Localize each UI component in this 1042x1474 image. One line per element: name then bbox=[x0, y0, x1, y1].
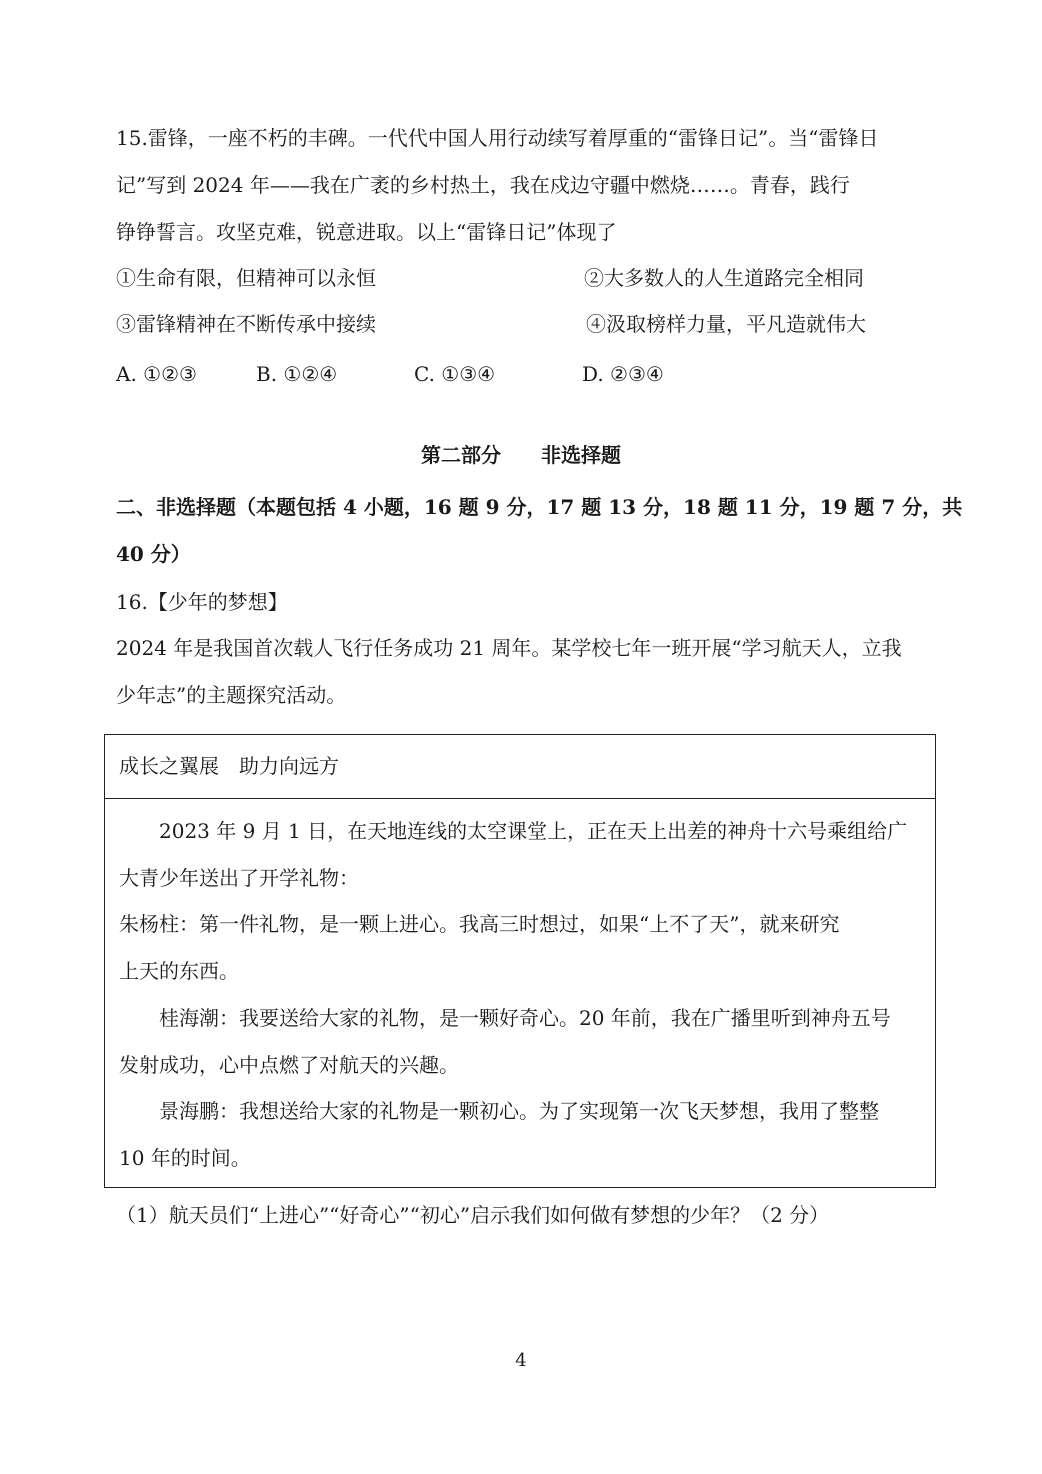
q15-choice-d: D. ②③④ bbox=[582, 362, 664, 386]
section-heading-line-2: 40 分） bbox=[116, 542, 191, 566]
q15-choice-a: A. ①②③ bbox=[116, 362, 197, 386]
part-two-title: 第二部分 非选择题 bbox=[421, 443, 621, 467]
material-box bbox=[104, 734, 936, 1188]
q15-item-4: ④汲取榜样力量，平凡造就伟大 bbox=[586, 312, 866, 336]
q15-item-1: ①生命有限，但精神可以永恒 bbox=[116, 266, 376, 290]
q15-choice-b: B. ①②④ bbox=[256, 362, 338, 386]
material-line-4: 上天的东西。 bbox=[119, 959, 239, 983]
q16-heading: 16.【少年的梦想】 bbox=[116, 590, 288, 614]
q15-item-2: ②大多数人的人生道路完全相同 bbox=[584, 266, 864, 290]
material-line-1: 2023 年 9 月 1 日，在天地连线的太空课堂上，正在天上出差的神舟十六号乘组给广 bbox=[159, 819, 908, 843]
material-line-7: 景海鹏：我想送给大家的礼物是一颗初心。为了实现第一次飞天梦想，我用了整整 bbox=[159, 1099, 879, 1123]
q16-subquestion-1: （1）航天员们“上进心”“好奇心”“初心”启示我们如何做有梦想的少年？（2 分） bbox=[116, 1203, 830, 1227]
q15-item-3: ③雷锋精神在不断传承中接续 bbox=[116, 312, 376, 336]
q16-intro-line-2: 少年志”的主题探究活动。 bbox=[116, 683, 347, 707]
material-line-6: 发射成功，心中点燃了对航天的兴趣。 bbox=[119, 1053, 459, 1077]
material-line-5: 桂海潮：我要送给大家的礼物，是一颗好奇心。20 年前，我在广播里听到神舟五号 bbox=[159, 1006, 891, 1030]
material-box-header bbox=[105, 735, 935, 799]
material-line-2: 大青少年送出了开学礼物： bbox=[119, 866, 359, 890]
q15-stem-line-3: 铮铮誓言。攻坚克难，锐意进取。以上“雷锋日记”体现了 bbox=[116, 220, 617, 244]
q15-choice-c: C. ①③④ bbox=[414, 362, 496, 386]
material-line-8: 10 年的时间。 bbox=[119, 1146, 251, 1170]
section-heading-line-1: 二、非选择题（本题包括 4 小题，16 题 9 分，17 题 13 分，18 题 11 分，19 题 7 分，共 bbox=[116, 495, 963, 519]
q15-stem-line-1: 15.雷锋，一座不朽的丰碑。一代代中国人用行动续写着厚重的“雷锋日记”。当“雷锋日 bbox=[116, 126, 879, 150]
material-line-3: 朱杨柱：第一件礼物，是一颗上进心。我高三时想过，如果“上不了天”，就来研究 bbox=[119, 912, 840, 936]
material-box-title: 成长之翼展 助力向远方 bbox=[119, 754, 339, 778]
q16-intro-line-1: 2024 年是我国首次载人飞行任务成功 21 周年。某学校七年一班开展“学习航天人，立我 bbox=[116, 636, 902, 660]
page-number: 4 bbox=[515, 1350, 527, 1371]
q15-stem-line-2: 记”写到 2024 年——我在广袤的乡村热土，我在戍边守疆中燃烧……。青春，践行 bbox=[116, 173, 850, 197]
